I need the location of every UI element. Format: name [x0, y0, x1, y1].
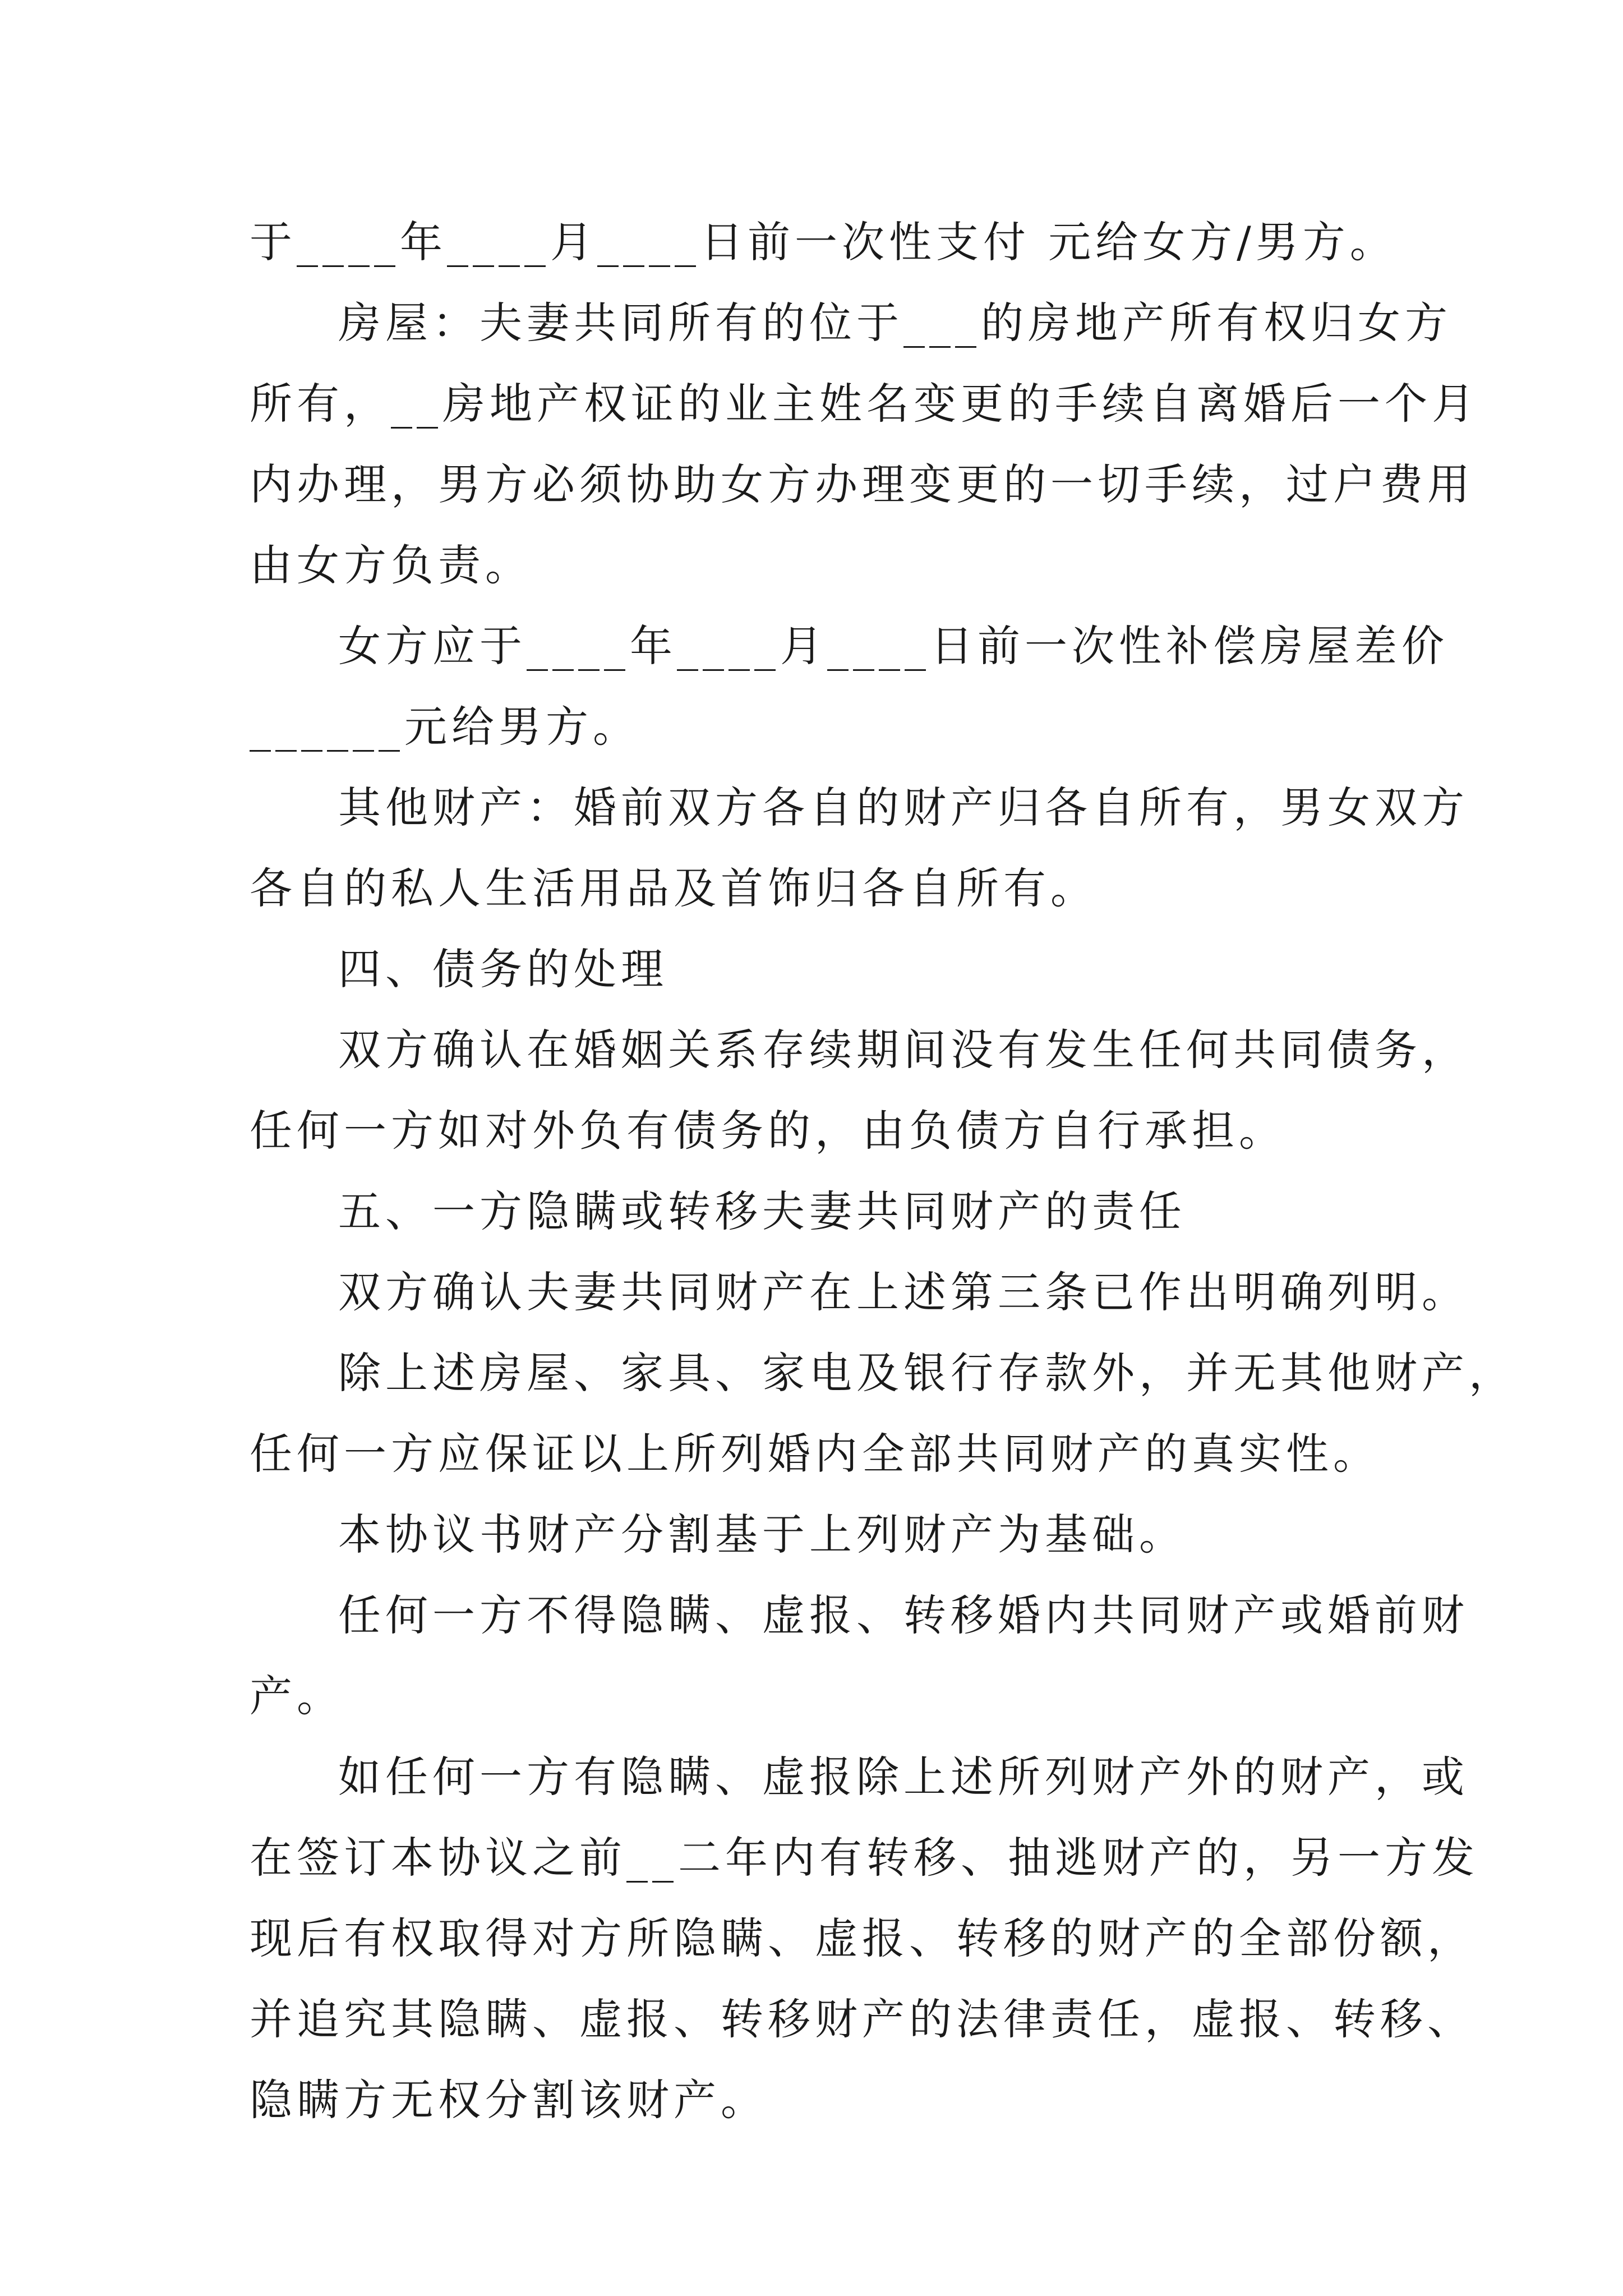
text-line: 双方确认在婚姻关系存续期间没有发生任何共同债务， — [338, 1025, 1469, 1075]
text-line: 隐瞒方无权分割该财产。 — [250, 2075, 768, 2125]
text-line: 除上述房屋、家具、家电及银行存款外，并无其他财产， — [338, 1348, 1516, 1398]
text-line: 房屋：夫妻共同所有的位于___的房地产所有权归女方 — [338, 298, 1452, 348]
section-heading: 五、一方隐瞒或转移夫妻共同财产的责任 — [338, 1186, 1186, 1236]
text-line: 并追究其隐瞒、虚报、转移财产的法律责任，虚报、转移、 — [250, 1994, 1474, 2044]
text-line: 如任何一方有隐瞒、虚报除上述所列财产外的财产，或 — [338, 1752, 1469, 1802]
text-line: 各自的私人生活用品及首饰归各自所有。 — [250, 863, 1098, 913]
text-line: 女方应于____年____月____日前一次性补偿房屋差价 — [338, 621, 1449, 671]
text-line: 所有，__房地产权证的业主姓名变更的手续自离婚后一个月 — [250, 379, 1479, 429]
document-body — [250, 202, 1516, 2141]
text-line: 任何一方如对外负有债务的，由负债方自行承担。 — [250, 1106, 1286, 1156]
text-line: 本协议书财产分割基于上列财产为基础。 — [338, 1510, 1186, 1559]
text-line: 任何一方不得隐瞒、虚报、转移婚内共同财产或婚前财 — [338, 1590, 1469, 1640]
text-line: ______元给男方。 — [250, 702, 640, 752]
text-line: 双方确认夫妻共同财产在上述第三条已作出明确列明。 — [338, 1267, 1469, 1317]
text-line: 任何一方应保证以上所列婚内全部共同财产的真实性。 — [250, 1429, 1380, 1479]
text-line: 在签订本协议之前__二年内有转移、抽逃财产的，另一方发 — [250, 1833, 1479, 1883]
text-line: 现后有权取得对方所隐瞒、虚报、转移的财产的全部份额， — [250, 1913, 1474, 1963]
text-line: 由女方负责。 — [250, 540, 532, 590]
text-line: 于____年____月____日前一次性支付 元给女方/男方。 — [250, 217, 1397, 267]
text-line: 内办理，男方必须协助女方办理变更的一切手续，过户费用 — [250, 459, 1474, 509]
text-line: 产。 — [250, 1671, 344, 1721]
section-heading: 四、债务的处理 — [338, 944, 668, 994]
text-line: 其他财产：婚前双方各自的财产归各自所有，男女双方 — [338, 783, 1469, 832]
